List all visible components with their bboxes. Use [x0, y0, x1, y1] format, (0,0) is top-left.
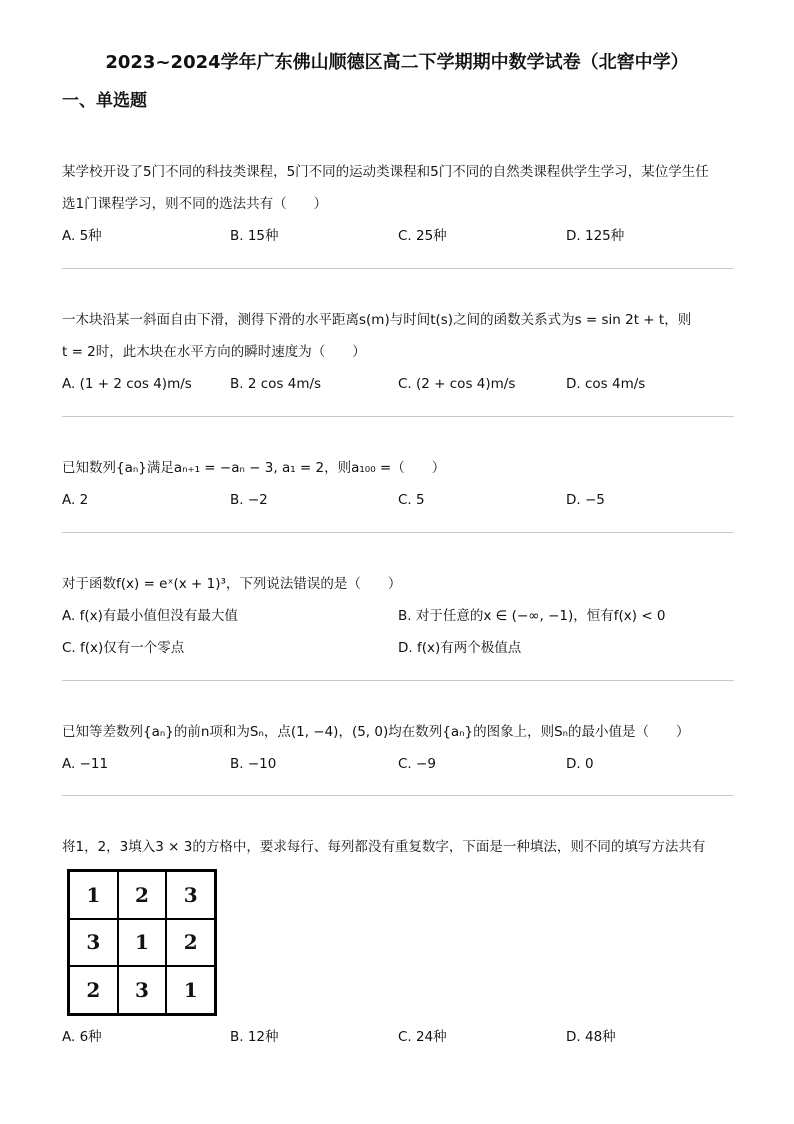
separator — [62, 532, 734, 533]
question-1-line-2: 选1门课程学习，则不同的选法共有（ ） — [62, 196, 328, 212]
separator — [62, 795, 734, 796]
option-a[interactable]: A. 5种 — [62, 228, 102, 244]
grid-cell: 2 — [118, 871, 167, 919]
option-c[interactable]: C. 5 — [398, 492, 425, 508]
option-d[interactable]: D. 48种 — [566, 1029, 616, 1045]
number-grid — [67, 869, 217, 1016]
option-a[interactable]: A. 2 — [62, 492, 89, 508]
question-3-line-1: 已知数列{aₙ}满足aₙ₊₁ = −aₙ − 3, a₁ = 2，则a₁₀₀ =（ ） — [62, 460, 446, 476]
grid-cell: 3 — [118, 966, 167, 1014]
question-5-line-1: 已知等差数列{aₙ}的前n项和为Sₙ，点(1, −4)，(5, 0)均在数列{aₙ}的图象上，则Sₙ的最小值是（ ） — [62, 724, 690, 740]
option-b[interactable]: B. 12种 — [230, 1029, 279, 1045]
separator — [62, 268, 734, 269]
option-c[interactable]: C. 25种 — [398, 228, 447, 244]
option-b[interactable]: B. −2 — [230, 492, 268, 508]
question-1-line-1: 某学校开设了5门不同的科技类课程，5门不同的运动类课程和5门不同的自然类课程供学生学习，某位学生任 — [62, 164, 709, 180]
option-a[interactable]: A. 6种 — [62, 1029, 102, 1045]
option-d[interactable]: D. 0 — [566, 756, 594, 772]
grid-cell: 3 — [166, 871, 215, 919]
section-heading: 一、单选题 — [62, 91, 147, 111]
grid-cell: 1 — [166, 966, 215, 1014]
option-d[interactable]: D. cos 4m/s — [566, 376, 646, 392]
option-d[interactable]: D. 125种 — [566, 228, 625, 244]
page-title: 2023~2024学年广东佛山顺德区高二下学期期中数学试卷（北窖中学） — [105, 52, 689, 73]
question-6-line-1: 将1，2，3填入3 × 3的方格中，要求每行、每列都没有重复数字，下面是一种填法，则不同的填写方法共有 — [62, 839, 706, 855]
option-b[interactable]: B. 15种 — [230, 228, 279, 244]
grid-cell: 1 — [69, 871, 118, 919]
option-c[interactable]: C. −9 — [398, 756, 436, 772]
grid-cell: 2 — [166, 919, 215, 967]
option-c[interactable]: C. 24种 — [398, 1029, 447, 1045]
grid-cell: 2 — [69, 966, 118, 1014]
option-a[interactable]: A. (1 + 2 cos 4)m/s — [62, 376, 192, 392]
option-c[interactable]: C. f(x)仅有一个零点 — [62, 640, 185, 656]
separator — [62, 680, 734, 681]
option-d[interactable]: D. −5 — [566, 492, 605, 508]
option-b[interactable]: B. 对于任意的x ∈ (−∞, −1)，恒有f(x) < 0 — [398, 608, 666, 624]
option-c[interactable]: C. (2 + cos 4)m/s — [398, 376, 516, 392]
option-b[interactable]: B. 2 cos 4m/s — [230, 376, 322, 392]
question-2-line-2: t = 2时，此木块在水平方向的瞬时速度为（ ） — [62, 344, 366, 360]
grid-cell: 1 — [118, 919, 167, 967]
option-b[interactable]: B. −10 — [230, 756, 277, 772]
grid-cell: 3 — [69, 919, 118, 967]
question-4-line-1: 对于函数f(x) = eˣ(x + 1)³，下列说法错误的是（ ） — [62, 576, 402, 592]
separator — [62, 416, 734, 417]
option-d[interactable]: D. f(x)有两个极值点 — [398, 640, 522, 656]
option-a[interactable]: A. f(x)有最小值但没有最大值 — [62, 608, 238, 624]
option-a[interactable]: A. −11 — [62, 756, 109, 772]
question-2-line-1: 一木块沿某一斜面自由下滑，测得下滑的水平距离s(m)与时间t(s)之间的函数关系式为s = sin 2t + t，则 — [62, 312, 692, 328]
